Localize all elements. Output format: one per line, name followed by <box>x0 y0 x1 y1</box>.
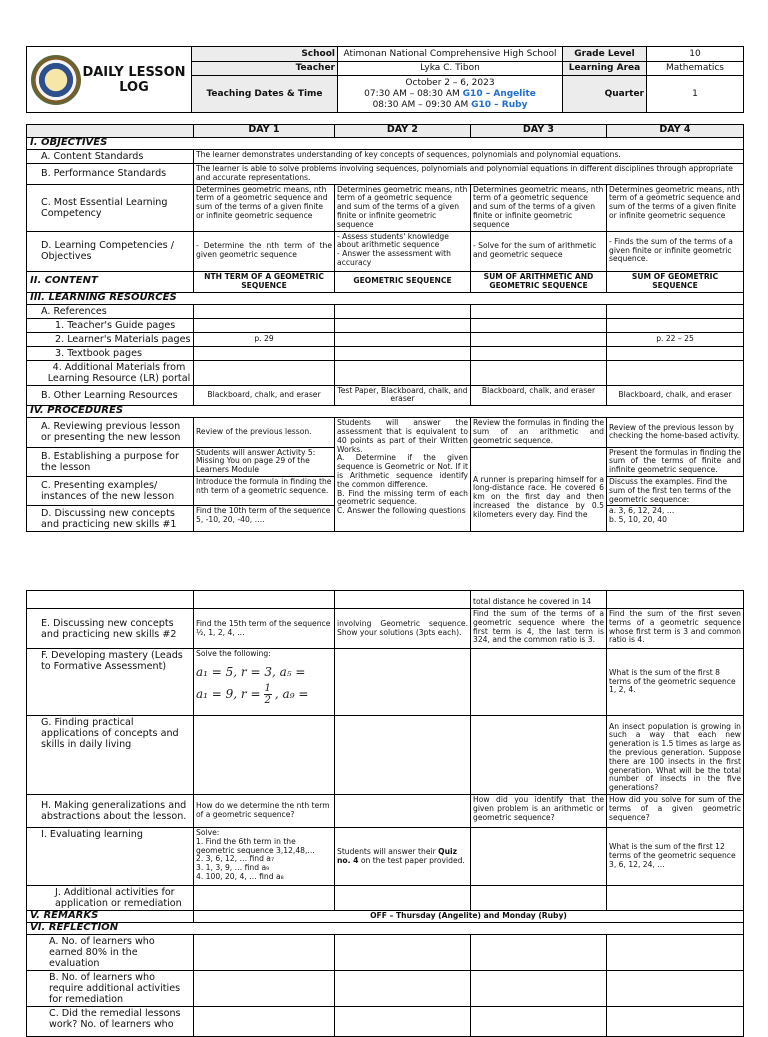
proc-d-day4: a. 3, 6, 12, 24, … b. 5, 10, 20, 40 <box>607 506 744 532</box>
equation-1: a₁ = 5, r = 3, a₅ = <box>196 664 306 679</box>
fraction-denominator: 2 <box>264 694 271 706</box>
fraction-numerator: 1 <box>264 682 271 694</box>
proc-h-label: H. Making generalizations and abstractions about the lesson. <box>27 795 194 828</box>
competency-day4: - Finds the sum of the terms of a given finite or infinite geometric sequence. <box>607 231 744 271</box>
content-day4: SUM OF GEOMETRIC SEQUENCE <box>607 271 744 292</box>
proc-a-day4: Review of the previous lesson by checking the home-based activity. <box>607 418 744 447</box>
quarter-label: Quarter <box>563 76 647 113</box>
tg-pages-label: 1. Teacher's Guide pages <box>27 318 194 332</box>
melc-day4: Determines geometric means, nth term of a geometric sequence and sum of the terms of a given finite or infinite geometric sequence <box>607 184 744 231</box>
quiz-name: Quiz no. 4 <box>337 846 458 865</box>
area-value: Mathematics <box>647 62 744 76</box>
competency-day2: - Assess students' knowledge about arithmetic sequence - Answer the assessment with accuracy <box>335 231 471 271</box>
melc-label: C. Most Essential Learning Competency <box>27 184 194 231</box>
references-label: A. References <box>27 304 194 318</box>
day-header-blank <box>27 125 194 138</box>
time-slot-2: 08:30 AM – 09:30 AM <box>372 99 469 110</box>
fraction <box>264 683 272 706</box>
proc-h-day3: How did you identify that the given problem is an arithmetic or geometric sequence? <box>471 795 607 828</box>
school-label: School <box>192 47 338 62</box>
proc-day3-merged: A runner is preparing himself for a long-distance race. He covered 6 km on the first day and then increased the distance by 0.5 kilometers every day. Find the <box>471 447 607 532</box>
proc-f-label: F. Developing mastery (Leads to Formative Assessment) <box>27 649 194 716</box>
proc-e-day2: involving Geometric sequence. Show your solutions (3pts each). <box>335 609 471 649</box>
day-header-1: DAY 1 <box>194 125 335 138</box>
area-label: Learning Area <box>563 62 647 76</box>
competencies-label: D. Learning Competencies / Objectives <box>27 231 194 271</box>
proc-d-day1: Find the 10th term of the sequence 5, -10, 20, -40, …. <box>194 506 335 532</box>
dll-page-1 <box>26 124 743 532</box>
proc-b-day1: Students will answer Activity 5: Missing You on page 29 of the Learners Module <box>194 447 335 476</box>
teacher-label: Teacher <box>192 62 338 76</box>
proc-f-title: Solve the following: <box>196 649 271 658</box>
proc-c-label: C. Presenting examples/ instances of the new lesson <box>27 476 194 505</box>
time-slot-1: 07:30 AM – 08:30 AM <box>364 88 460 99</box>
section-procedures: IV. PROCEDURES <box>27 406 744 418</box>
performance-standards-label: B. Performance Standards <box>27 164 194 185</box>
quarter-value: 1 <box>647 76 744 113</box>
proc-j-label: J. Additional activities for application or remediation <box>27 886 194 911</box>
day-header-4: DAY 4 <box>607 125 744 138</box>
section-remarks: V. REMARKS <box>27 911 194 923</box>
proc-h-day1: How do we determine the nth term of a geometric sequence? <box>194 795 335 828</box>
lm-pages-day1: p. 29 <box>194 332 335 346</box>
header-logo-cell <box>27 47 192 113</box>
melc-day2: Determines geometric means, nth term of a geometric sequence and sum of the terms of a given finite or infinite geometric sequence <box>335 184 471 231</box>
proc-e-label: E. Discussing new concepts and practicing new skills #2 <box>27 609 194 649</box>
proc-c-day4: Discuss the examples. Find the sum of the first ten terms of the geometric sequence: <box>607 476 744 505</box>
school-value: Atimonan National Comprehensive High School <box>338 47 563 62</box>
deped-seal-logo <box>31 55 81 105</box>
section-reflection: VI. REFLECTION <box>27 923 744 935</box>
equation-2-suffix: , a₉ = <box>274 687 309 702</box>
proc-b-label: B. Establishing a purpose for the lesson <box>27 447 194 476</box>
content-day2: GEOMETRIC SEQUENCE <box>335 271 471 292</box>
proc-a-label: A. Reviewing previous lesson or presenting the new lesson <box>27 418 194 447</box>
grade-label: Grade Level <box>563 47 647 62</box>
teacher-value: Lyka C. Tibon <box>338 62 563 76</box>
document-title: DAILY LESSON LOG <box>82 64 186 95</box>
textbook-pages-label: 3. Textbook pages <box>27 346 194 360</box>
lm-pages-day3 <box>471 332 607 346</box>
melc-day1: Determines geometric means, nth term of a geometric sequence and sum of the terms of a given finite or infinite geometric sequence <box>194 184 335 231</box>
section-objectives: I. OBJECTIVES <box>27 138 744 150</box>
lm-pages-label: 2. Learner's Materials pages <box>27 332 194 346</box>
other-resources-day1: Blackboard, chalk, and eraser <box>194 385 335 406</box>
competency-day3: - Solve for the sum of arithmetic and geometric sequece <box>471 231 607 271</box>
dates-value <box>338 76 563 113</box>
proc-day3-continued: total distance he covered in 14 <box>471 591 607 609</box>
proc-b-day4: Present the formulas in finding the sum of the terms of finite and infinite geometric sequence. <box>607 447 744 476</box>
proc-a-day1: Review of the previous lesson. <box>194 418 335 447</box>
competency-day1: - Determine the nth term of the given geometric sequence <box>194 231 335 271</box>
quiz-text-post: on the test paper provided. <box>358 855 465 865</box>
proc-f-day1 <box>194 649 335 716</box>
content-day1: NTH TERM OF A GEOMETRIC SEQUENCE <box>194 271 335 292</box>
content-standards-text: The learner demonstrates understanding of key concepts of sequences, polynomials and polynomial equations. <box>194 150 744 164</box>
proc-day2-merged: Students will answer the assessment that is equivalent to 40 points as part of their Written Works. A. Determine if the given sequence is Geometric or Not. If it is Arithmetic sequence identify the common difference. B. Find the missing term of each geometric sequence. C. Answer the following questions <box>335 418 471 532</box>
reflection-c-label: C. Did the remedial lessons work? No. of learners who <box>27 1007 194 1037</box>
section-content: II. CONTENT <box>27 271 194 292</box>
other-resources-day3: Blackboard, chalk, and eraser <box>471 385 607 406</box>
dates-line: October 2 – 6, 2023 <box>405 77 495 88</box>
grade-value: 10 <box>647 47 744 62</box>
reflection-a-label: A. No. of learners who earned 80% in the evaluation <box>27 935 194 971</box>
proc-d-label: D. Discussing new concepts and practicing new skills #1 <box>27 506 194 532</box>
proc-i-label: I. Evaluating learning <box>27 828 194 886</box>
equation-2-prefix: a₁ = 9, r = <box>196 687 261 702</box>
content-standards-label: A. Content Standards <box>27 150 194 164</box>
other-resources-day2: Test Paper, Blackboard, chalk, and eraser <box>335 385 471 406</box>
remarks-text: OFF – Thursday (Angelite) and Monday (Ruby) <box>194 911 744 923</box>
performance-standards-text: The learner is able to solve problems involving sequences, polynomials and polynomial equations in different disciplines through appropriate and accurate representations. <box>194 164 744 185</box>
melc-day3: Determines geometric means, nth term of a geometric sequence and sum of the terms of a given finite or infinite geometric sequence <box>471 184 607 231</box>
other-resources-label: B. Other Learning Resources <box>27 385 194 406</box>
proc-g-day4: An insect population is growing in such a way that each new generation is 1.5 times as large as the previous generation. Suppose there are 100 insects in the first generation. What will be the total number of insects in the five generations? <box>607 716 744 795</box>
proc-g-label: G. Finding practical applications of concepts and skills in daily living <box>27 716 194 795</box>
reflection-b-label: B. No. of learners who require additional activities for remediation <box>27 971 194 1007</box>
proc-i-day2 <box>335 828 471 886</box>
lm-pages-day2 <box>335 332 471 346</box>
day-header-2: DAY 2 <box>335 125 471 138</box>
day-header-3: DAY 3 <box>471 125 607 138</box>
proc-e-day1: Find the 15th term of the sequence ½, 1, 2, 4, … <box>194 609 335 649</box>
proc-e-day4: Find the sum of the first seven terms of a geometric sequence whose first term is 3 and common ratio is 4. <box>607 609 744 649</box>
equation-2 <box>196 683 332 706</box>
proc-a-day3: Review the formulas in finding the sum of an arithmetic and geometric sequence. <box>471 418 607 447</box>
proc-c-day1: Introduce the formula in finding the nth term of a geometric sequence. <box>194 476 335 505</box>
dll-page-2 <box>26 590 743 1037</box>
dll-header <box>26 46 743 113</box>
class-2: G10 – Ruby <box>471 99 528 110</box>
proc-f-day4: What is the sum of the first 8 terms of the geometric sequence 1, 2, 4. <box>607 649 744 716</box>
dates-label: Teaching Dates & Time <box>192 76 338 113</box>
proc-i-day1: Solve: 1. Find the 6th term in the geometric sequence 3,12,48,... 2. 3, 6, 12, … find a₇ 3. 1, 3, 9, … find a₉ 4. 100, 20, 4, … find a₈ <box>194 828 335 886</box>
section-resources: III. LEARNING RESOURCES <box>27 292 744 304</box>
additional-materials-label: 4. Additional Materials from Learning Resource (LR) portal <box>27 360 194 385</box>
quiz-text-pre: Students will answer their <box>337 846 439 856</box>
class-1: G10 – Angelite <box>462 88 536 99</box>
proc-e-day3: Find the sum of the terms of a geometric sequence where the first term is 4, the last term is 324, and the common ratio is 3. <box>471 609 607 649</box>
proc-i-day4: What is the sum of the first 12 terms of the geometric sequence 3, 6, 12, 24, … <box>607 828 744 886</box>
proc-h-day4: How did you solve for sum of the terms of a given geometric sequence? <box>607 795 744 828</box>
lm-pages-day4: p. 22 – 25 <box>607 332 744 346</box>
other-resources-day4: Blackboard, chalk, and eraser <box>607 385 744 406</box>
content-day3: SUM OF ARITHMETIC AND GEOMETRIC SEQUENCE <box>471 271 607 292</box>
